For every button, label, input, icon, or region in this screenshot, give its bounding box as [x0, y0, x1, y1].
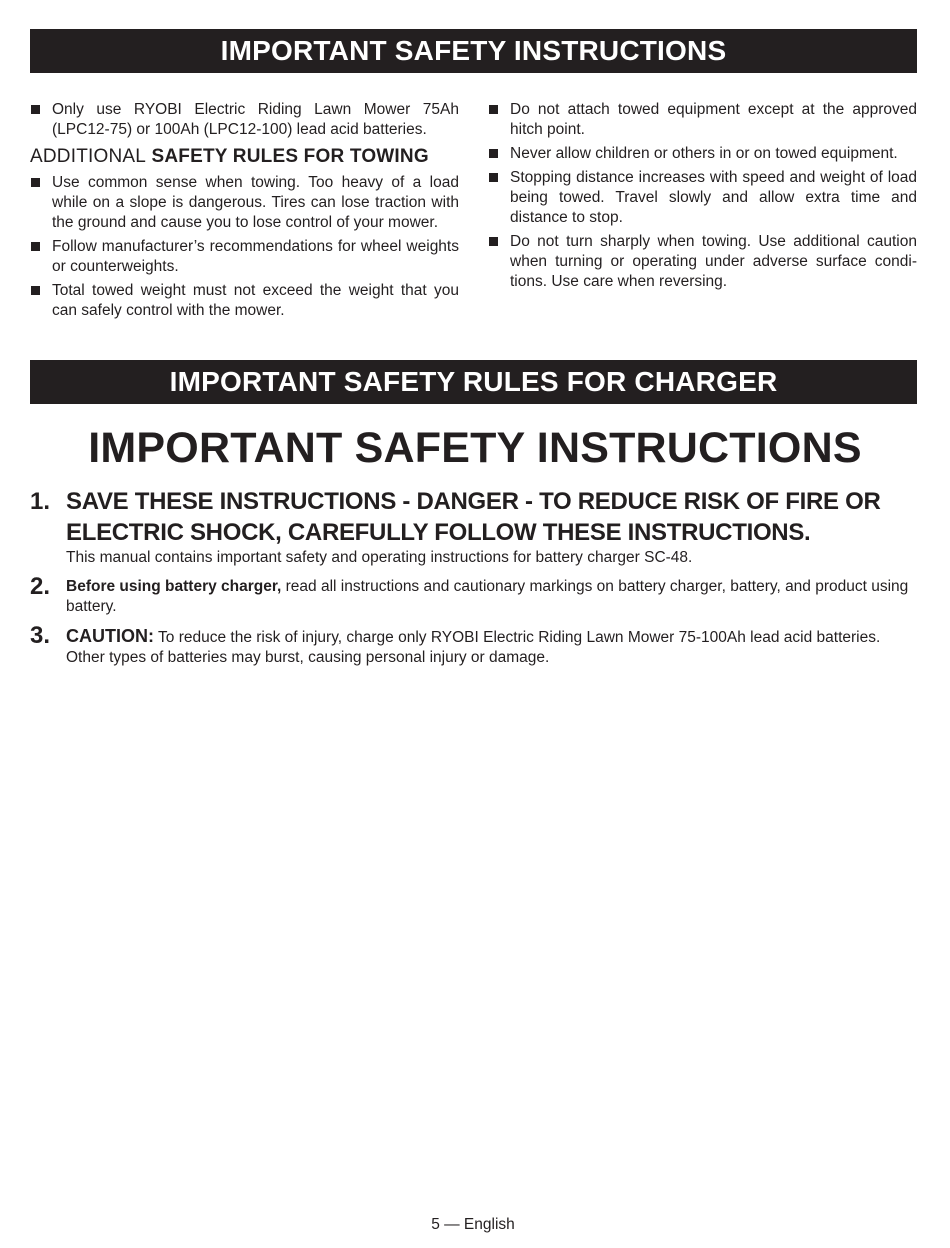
- top-banner-title: IMPORTANT SAFETY INSTRUCTIONS: [220, 35, 727, 66]
- list-item: Never allow children or others in or on towed equipment.: [488, 144, 917, 164]
- square-bullet-icon: [489, 237, 498, 246]
- list-item: Stopping distance increases with speed and weight of load being towed. Travel slowly and allow extra time and distance to stop.: [488, 168, 917, 228]
- numbered-item-1: [30, 486, 917, 568]
- page-footer: 5 — English: [431, 1216, 515, 1233]
- square-bullet-icon: [489, 149, 498, 158]
- item-number: 3.: [30, 622, 51, 649]
- item-heading: SAVE THESE INSTRUCTIONS - DANGER - TO REDUCE RISK OF FIRE OR ELECTRIC SHOCK, CAREFULLY FOLLOW THESE INSTRUCTIONS.: [66, 488, 881, 546]
- item-number: 2.: [30, 573, 51, 600]
- item-body: This manual contains important safety and operating instructions for battery charger SC-48.: [66, 549, 693, 566]
- list-item: Total towed weight must not exceed the weight that you can safely control with the mower.: [30, 281, 459, 321]
- item-body: read all instructions and cautionary markings on battery charger, battery, and product using battery.: [66, 578, 909, 615]
- towing-subheading: [30, 147, 459, 167]
- square-bullet-icon: [31, 178, 40, 187]
- numbered-item-2: [30, 573, 917, 617]
- subheading-bold: SAFETY RULES FOR TOWING: [151, 146, 429, 167]
- square-bullet-icon: [31, 286, 40, 295]
- list-item: Only use RYOBI Electric Riding Lawn Mower 75Ah (LPC12-75) or 100Ah (LPC12-100) lead acid batteries.: [30, 100, 459, 140]
- subheading-light: ADDITIONAL: [30, 146, 147, 167]
- charger-banner: [30, 360, 917, 404]
- towing-list-left: [30, 173, 459, 321]
- item-lead: Before using battery charger,: [66, 578, 282, 595]
- top-banner: [30, 29, 917, 73]
- right-column: [488, 100, 917, 296]
- caution-label: CAUTION:: [66, 626, 154, 646]
- list-item: Do not turn sharply when towing. Use additional caution when turning or operating under adverse surface condi-tions. Use care when reversing.: [488, 232, 917, 292]
- charger-banner-title: IMPORTANT SAFETY RULES FOR CHARGER: [169, 366, 778, 397]
- left-column: [30, 100, 459, 325]
- intro-list: [30, 100, 459, 140]
- square-bullet-icon: [489, 105, 498, 114]
- towing-list-right: [488, 100, 917, 292]
- list-item: Do not attach towed equipment except at the approved hitch point.: [488, 100, 917, 140]
- list-item: Use common sense when towing. Too heavy of a load while on a slope is dangerous. Tires can lose traction with the ground and cause you to lose control of your mower.: [30, 173, 459, 233]
- big-title: IMPORTANT SAFETY INSTRUCTIONS: [88, 424, 862, 472]
- square-bullet-icon: [31, 105, 40, 114]
- square-bullet-icon: [31, 242, 40, 251]
- item-body: To reduce the risk of injury, charge only RYOBI Electric Riding Lawn Mower 75-100Ah lead acid batteries. Other types of batteries may burst, causing personal injury or damage.: [66, 629, 881, 666]
- numbered-item-3: [30, 622, 917, 668]
- list-item: Follow manufacturer’s recommendations for wheel weights or counterweights.: [30, 237, 459, 277]
- square-bullet-icon: [489, 173, 498, 182]
- numbered-instructions: [30, 486, 917, 668]
- item-number: 1.: [30, 488, 51, 515]
